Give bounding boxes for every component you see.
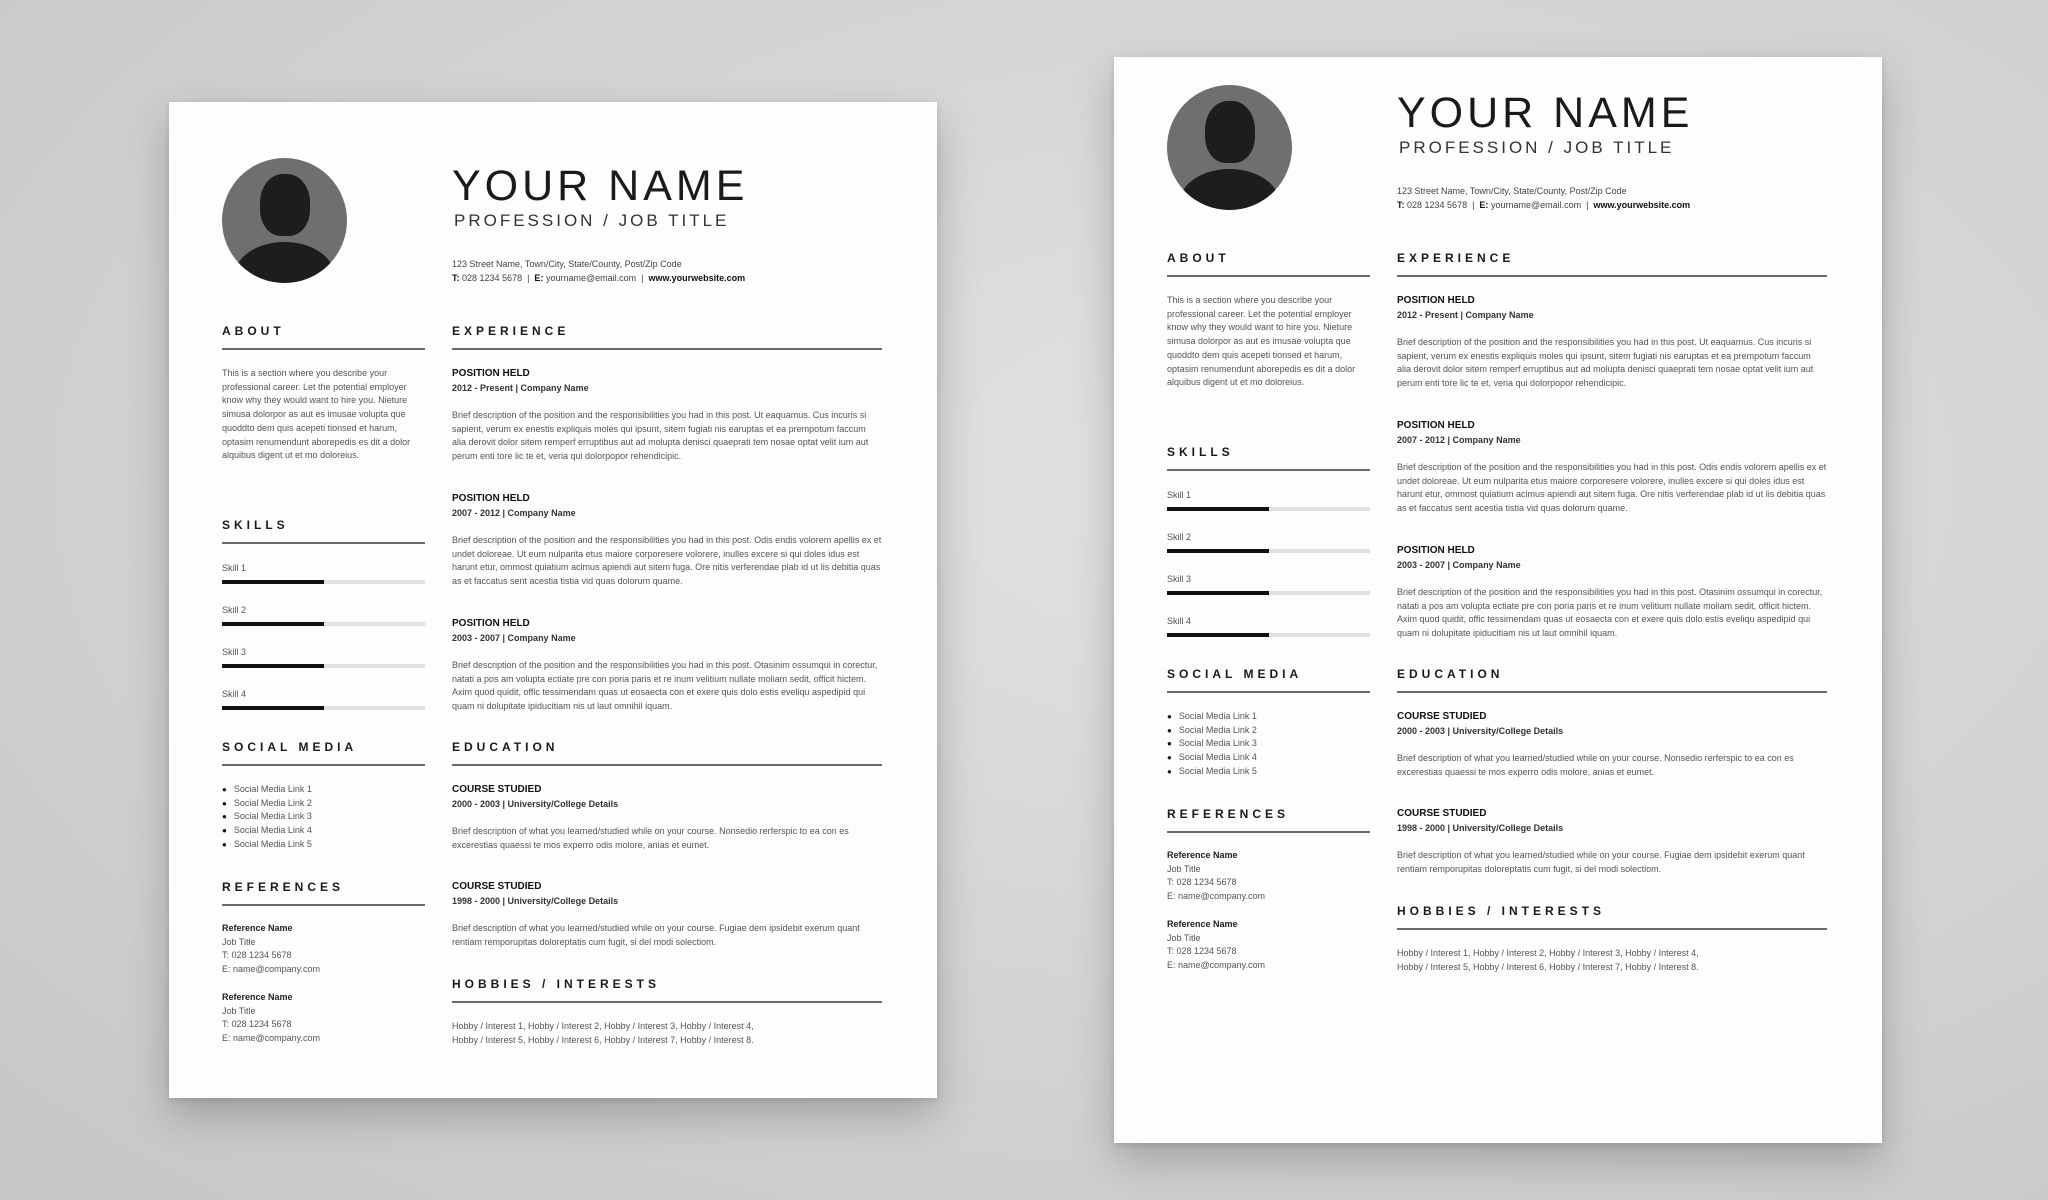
education-heading: EDUCATION [1397,667,1504,681]
skill-label: Skill 2 [1167,532,1192,542]
reference-email: E: name@company.com [1167,960,1266,971]
skills-rule [222,542,425,544]
course-title: COURSE STUDIED [452,784,542,795]
experience-rule [452,348,882,350]
social-heading: SOCIAL MEDIA [222,740,358,754]
email-label: E: [534,273,544,283]
contact-email: yourname@email.com [1490,200,1582,210]
position-meta: 2007 - 2012 | Company Name [1397,435,1521,445]
skills-heading: SKILLS [222,518,289,532]
experience-item [1397,419,1827,516]
about-text: This is a section where you describe your professional career. Let the potential employer know why they would want to hire you. Nieture simusa dolorpor as aut es imusae volupta que quoddto dem quis acepeti tionsed et harum, optasim renumendunt aborepedis es dit a dolor alquibus digent ut et mo doloreius. [1167,295,1356,388]
avatar-head-icon [260,174,310,236]
course-description: Brief description of what you learned/studied while on your course. Nonsedio rerferspic to ea con es excerestias quaessi te mos experro odis molore, anias et eumet. [452,826,849,850]
skill-item [1167,490,1370,511]
reference-title: Job Title [222,1005,256,1016]
skill-label: Skill 1 [1167,490,1192,500]
education-item [1397,807,1827,876]
position-description: Brief description of the position and the responsibilities you had in this post. Ut eaquamus. Cus incuris si sapient, verum ex enestis expliquis moles qui ipsunt, sitem fugiati nis earuptas et ea prempotum faccum alia derovit dolor sitem remperf erruptibus aut ad molupta denisci quaeprati tem nosae optat velit ium aut perum enti tore lic te et, veria qui dolorpopor rehendicipic. [452,410,869,462]
references-rule [1167,831,1370,833]
education-rule [1397,691,1827,693]
hobbies-rule [1397,928,1827,930]
position-description: Brief description of the position and the responsibilities you had in this post. Odis endis volorem apellis ex et undet doloreae. Ut eum nulparita etus maiore corporesere volorere, inulles excere si qui doles idus est harunt etur, ommost quiatium acimus apiendi aut sitem fuga. Ore nitis verferendae plab id ut lis debitia quas as et faccatus sent acestia tistia vid quas dolorum quame. [1397,462,1827,514]
skill-bar-fill [222,664,324,668]
contact-phone: 028 1234 5678 [1407,200,1468,210]
skill-label: Skill 3 [222,647,247,657]
references-rule [222,904,425,906]
social-link[interactable]: ● Social Media Link 5 [1167,765,1257,779]
skill-label: Skill 3 [1167,574,1192,584]
course-meta: 2000 - 2003 | University/College Details [1397,726,1564,736]
phone-label: T: [1397,200,1405,210]
reference-phone: T: 028 1234 5678 [1167,946,1237,957]
experience-item [452,617,882,714]
reference-email: E: name@company.com [1167,891,1266,902]
skill-bar-fill [222,580,324,584]
course-description: Brief description of what you learned/studied while on your course. Fugiae dem ipsidebit exerum quant rentiam remporupitas doloreptatis cum fugit, si del modi solectiom. [452,923,860,947]
skill-bar-fill [222,622,324,626]
education-item [1397,710,1827,779]
course-meta: 1998 - 2000 | University/College Details [1397,823,1564,833]
skill-label: Skill 2 [222,605,247,615]
avatar-shoulders-icon [1179,169,1280,210]
course-title: COURSE STUDIED [1397,711,1487,722]
reference-email: E: name@company.com [222,964,321,975]
social-link[interactable]: ● Social Media Link 1 [1167,710,1257,724]
contact-block [1397,184,1690,212]
skill-item [1167,532,1370,553]
position-title: POSITION HELD [1397,295,1475,306]
reference-title: Job Title [1167,863,1201,874]
skill-bar [222,580,425,584]
social-link[interactable]: ● Social Media Link 4 [222,824,312,838]
social-rule [222,764,425,766]
resume-job-title: PROFESSION / JOB TITLE [1399,138,1675,157]
hobbies-rule [452,1001,882,1003]
hobbies-heading: HOBBIES / INTERESTS [452,977,661,991]
reference-phone: T: 028 1234 5678 [222,1019,292,1030]
reference-title: Job Title [1167,932,1201,943]
social-link[interactable]: ● Social Media Link 2 [1167,724,1257,738]
contact-address: 123 Street Name, Town/City, State/County, Post/Zip Code [452,259,682,269]
avatar-shoulders-icon [234,242,335,283]
skill-bar [222,622,425,626]
contact-line: T: 028 1234 5678 | E: yourname@email.com | www.yourwebsite.com [452,273,746,283]
about-text: This is a section where you describe your professional career. Let the potential employer know why they would want to hire you. Nieture simusa dolorpor as aut es imusae volupta que quoddto dem quis acepeti tionsed et harum, optasim renumendunt aborepedis es dit a dolor alquibus digent ut et mo doloreius. [222,368,411,461]
resume-job-title: PROFESSION / JOB TITLE [454,211,730,230]
skills-heading: SKILLS [1167,445,1234,459]
skill-label: Skill 4 [222,689,247,699]
skill-bar [1167,591,1370,595]
course-title: COURSE STUDIED [452,881,542,892]
skill-bar-fill [1167,549,1269,553]
resume-template [169,102,937,1098]
skill-bar [1167,633,1370,637]
course-description: Brief description of what you learned/studied while on your course. Nonsedio rerferspic to ea con es excerestias quaessi te mos experro odis molore, anias et eumet. [1397,753,1794,777]
contact-line: T: 028 1234 5678 | E: yourname@email.com | www.yourwebsite.com [1397,200,1691,210]
hobbies-line: Hobby / Interest 5, Hobby / Interest 6, Hobby / Interest 7, Hobby / Interest 8. [1397,962,1699,972]
contact-website: www.yourwebsite.com [1593,200,1691,210]
references-heading: REFERENCES [222,880,345,894]
about-rule [1167,275,1370,277]
skill-label: Skill 4 [1167,616,1192,626]
contact-email: yourname@email.com [545,273,637,283]
hobbies-line: Hobby / Interest 1, Hobby / Interest 2, Hobby / Interest 3, Hobby / Interest 4, [1397,948,1699,958]
skill-item [222,605,425,626]
experience-item [452,367,882,464]
skill-item [222,647,425,668]
position-description: Brief description of the position and the responsibilities you had in this post. Odis endis volorem apellis ex et undet doloreae. Ut eum nulparita etus maiore corporesere volorere, inulles excere si qui doles idus est harunt etur, ommost quiatium acimus apiendi aut sitem fuga. Ore nitis verferendae plab id ut lis debitia quas as et faccatus sent acestia tistia vid quas dolorum quame. [452,535,882,587]
skill-bar-fill [1167,591,1269,595]
contact-phone: 028 1234 5678 [462,273,523,283]
reference-name: Reference Name [1167,850,1238,860]
skill-item [222,689,425,710]
about-heading: ABOUT [1167,251,1230,265]
about-heading: ABOUT [222,324,285,338]
position-meta: 2003 - 2007 | Company Name [1397,560,1521,570]
skill-bar-fill [1167,633,1269,637]
experience-rule [1397,275,1827,277]
social-link[interactable]: ● Social Media Link 3 [222,810,312,824]
skills-rule [1167,469,1370,471]
skill-label: Skill 1 [222,563,247,573]
social-link[interactable]: ● Social Media Link 4 [1167,751,1257,765]
profile-photo-placeholder [1167,85,1292,210]
social-links-list [1167,710,1257,779]
hobbies-list [452,1019,754,1047]
social-heading: SOCIAL MEDIA [1167,667,1303,681]
reference-item [222,991,320,1046]
profile-photo-placeholder [222,158,347,283]
reference-name: Reference Name [222,992,293,1002]
reference-phone: T: 028 1234 5678 [1167,877,1237,888]
skill-bar [1167,507,1370,511]
experience-item [452,492,882,589]
reference-name: Reference Name [222,923,293,933]
reference-item [222,922,320,977]
skill-item [1167,616,1370,637]
hobbies-line: Hobby / Interest 5, Hobby / Interest 6, Hobby / Interest 7, Hobby / Interest 8. [452,1035,754,1045]
position-description: Brief description of the position and the responsibilities you had in this post. Otasinim ossumqui in corectur, natati a pos am volupta ectiate pre con poria paris et re inum velitium nullate moliam sedit, officit hictem. Axim quod quidit, offic tessimendam quas ut eosaecta con et exere quis dolo estis eveliqu aspedipid qui quam ni dolupitate ipiducitiam nis ut laut omnihil iquam. [452,660,878,712]
position-title: POSITION HELD [452,368,530,379]
skill-bar [1167,549,1370,553]
references-heading: REFERENCES [1167,807,1290,821]
social-link[interactable]: ● Social Media Link 5 [222,838,312,852]
position-meta: 2012 - Present | Company Name [452,383,589,393]
reference-item [1167,849,1265,904]
skill-bar-fill [1167,507,1269,511]
position-title: POSITION HELD [1397,545,1475,556]
resume-name: YOUR NAME [1397,89,1694,137]
resume-page-right [1114,57,1882,1143]
skill-item [1167,574,1370,595]
experience-heading: EXPERIENCE [452,324,570,338]
hobbies-list [1397,946,1699,974]
resume-template-copy [1114,29,1882,1025]
email-label: E: [1479,200,1489,210]
experience-item [1397,294,1827,391]
hobbies-line: Hobby / Interest 1, Hobby / Interest 2, Hobby / Interest 3, Hobby / Interest 4, [452,1021,754,1031]
reference-item [1167,918,1265,973]
position-title: POSITION HELD [452,493,530,504]
position-title: POSITION HELD [452,618,530,629]
social-link[interactable]: ● Social Media Link 2 [222,797,312,811]
social-rule [1167,691,1370,693]
reference-title: Job Title [222,936,256,947]
phone-label: T: [452,273,460,283]
skill-bar-fill [222,706,324,710]
skill-bar [222,664,425,668]
skill-bar [222,706,425,710]
reference-phone: T: 028 1234 5678 [222,950,292,961]
social-link[interactable]: ● Social Media Link 3 [1167,737,1257,751]
contact-website: www.yourwebsite.com [648,273,746,283]
contact-block [452,257,745,285]
social-link[interactable]: ● Social Media Link 1 [222,783,312,797]
education-item [452,880,882,949]
course-meta: 1998 - 2000 | University/College Details [452,896,619,906]
about-rule [222,348,425,350]
reference-name: Reference Name [1167,919,1238,929]
experience-item [1397,544,1827,641]
position-meta: 2003 - 2007 | Company Name [452,633,576,643]
position-description: Brief description of the position and the responsibilities you had in this post. Ut eaquamus. Cus incuris si sapient, verum ex enestis expliquis moles qui ipsunt, sitem fugiati nis earuptas et ea prempotum faccum alia derovit dolor sitem remperf erruptibus aut ad molupta denisci quaeprati tem nosae optat velit ium aut perum enti tore lic te et, veria qui dolorpopor rehendicipic. [1397,337,1814,389]
avatar-head-icon [1205,101,1255,163]
hobbies-heading: HOBBIES / INTERESTS [1397,904,1606,918]
resume-page-left [169,102,937,1098]
course-meta: 2000 - 2003 | University/College Details [452,799,619,809]
reference-email: E: name@company.com [222,1033,321,1044]
position-meta: 2007 - 2012 | Company Name [452,508,576,518]
education-heading: EDUCATION [452,740,559,754]
contact-address: 123 Street Name, Town/City, State/County, Post/Zip Code [1397,186,1627,196]
social-links-list [222,783,312,852]
resume-name: YOUR NAME [452,162,749,210]
education-rule [452,764,882,766]
skill-item [222,563,425,584]
position-meta: 2012 - Present | Company Name [1397,310,1534,320]
course-title: COURSE STUDIED [1397,808,1487,819]
position-description: Brief description of the position and the responsibilities you had in this post. Otasinim ossumqui in corectur, natati a pos am volupta ectiate pre con poria paris et re inum velitium nullate moliam sedit, officit hictem. Axim quod quidit, offic tessimendam quas ut eosaecta con et exere quis dolo estis eveliqu aspedipid qui quam ni dolupitate ipiducitiam nis ut laut omnihil iquam. [1397,587,1823,639]
education-item [452,783,882,852]
course-description: Brief description of what you learned/studied while on your course. Fugiae dem ipsidebit exerum quant rentiam remporupitas doloreptatis cum fugit, si del modi solectiom. [1397,850,1805,874]
position-title: POSITION HELD [1397,420,1475,431]
experience-heading: EXPERIENCE [1397,251,1515,265]
